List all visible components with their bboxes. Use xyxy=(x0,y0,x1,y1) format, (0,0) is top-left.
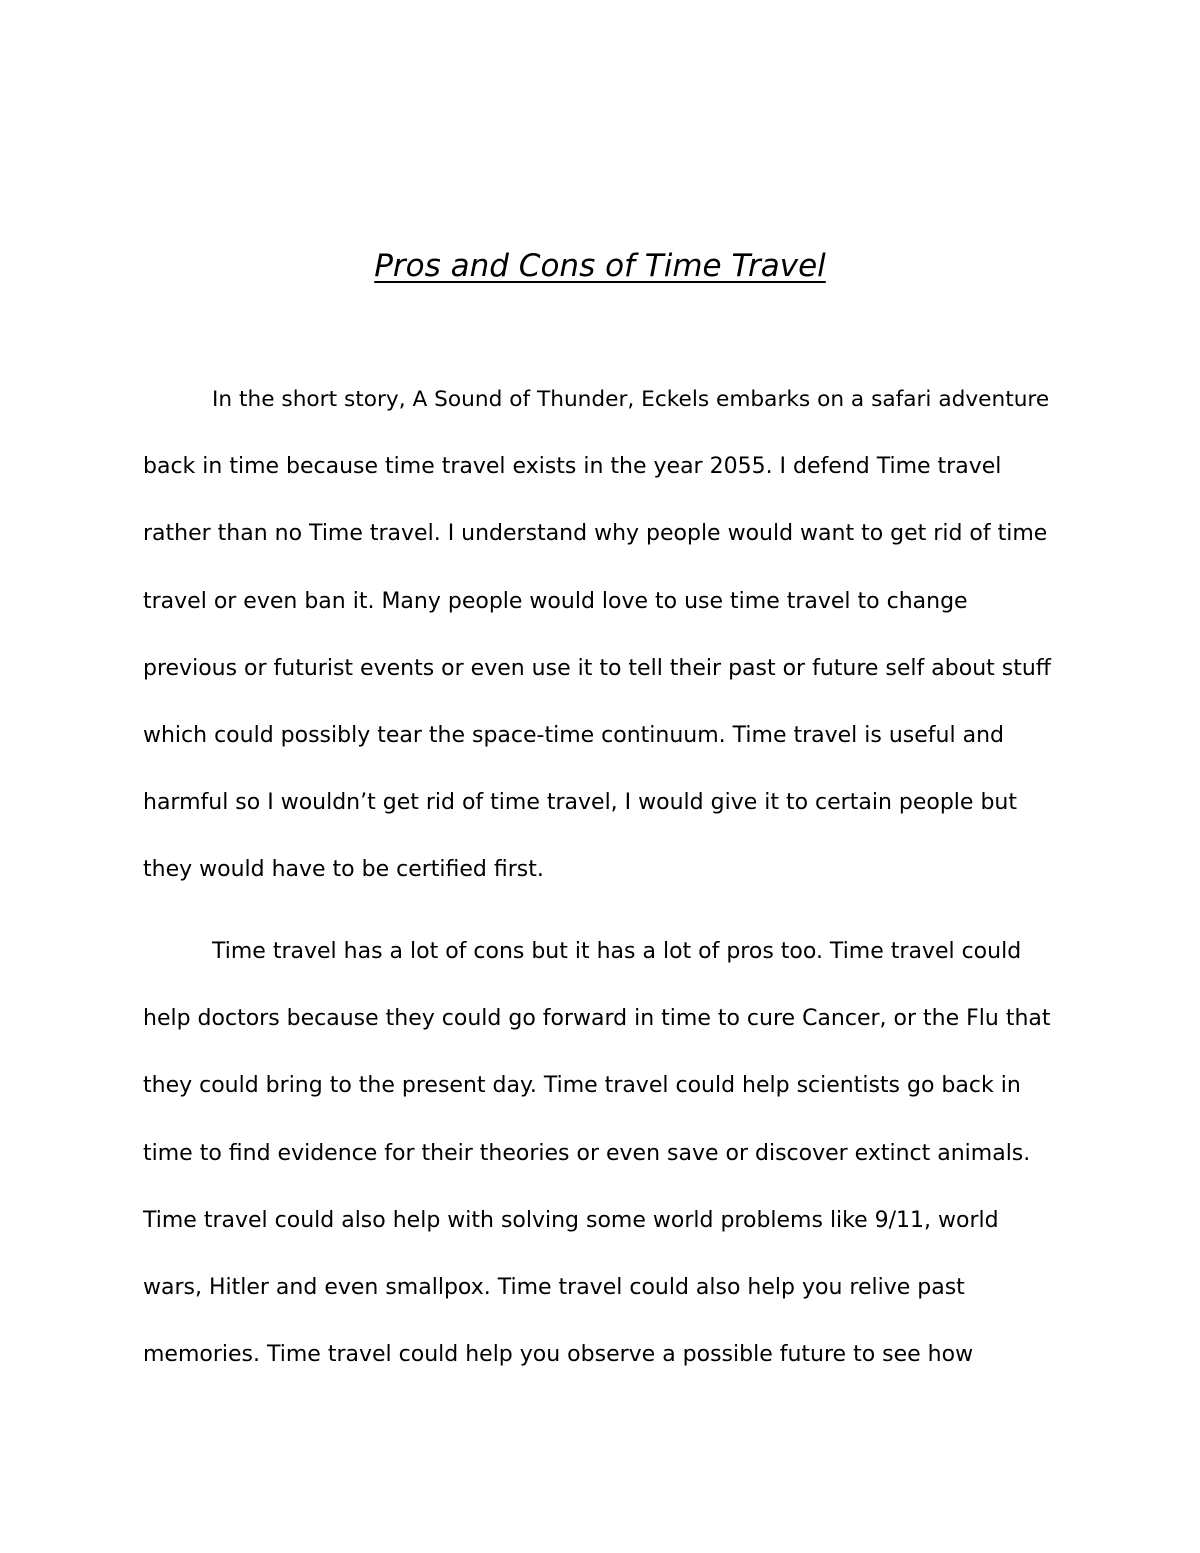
document-title: Pros and Cons of Time Travel xyxy=(374,248,826,284)
paragraph-line: help doctors because they could go forward in time to cure Cancer, or the Flu that xyxy=(143,1006,1051,1032)
paragraph-line: travel or even ban it. Many people would love to use time travel to change xyxy=(143,588,968,614)
paragraph-line: which could possibly tear the space-time continuum. Time travel is useful and xyxy=(143,722,1004,748)
paragraph-line: Time travel has a lot of cons but it has a lot of pros too. Time travel could xyxy=(212,939,1022,964)
paragraph-line: previous or futurist events or even use it to tell their past or future self about stuff xyxy=(143,655,1051,681)
paragraph-1 xyxy=(143,385,1058,923)
paragraph-line: they could bring to the present day. Time travel could help scientists go back in xyxy=(143,1073,1021,1099)
paragraph-line: back in time because time travel exists in the year 2055. I defend Time travel xyxy=(143,454,1002,480)
paragraph-line: they would have to be certified first. xyxy=(143,857,544,883)
paragraph-line: wars, Hitler and even smallpox. Time travel could also help you relive past xyxy=(143,1274,965,1300)
paragraph-line: In the short story, A Sound of Thunder, Eckels embarks on a safari adventure xyxy=(212,387,1050,412)
paragraph-line: time to find evidence for their theories or even save or discover extinct animals. xyxy=(143,1140,1031,1166)
paragraph-line: Time travel could also help with solving some world problems like 9/11, world xyxy=(143,1207,999,1233)
paragraph-2 xyxy=(143,937,1058,1407)
paragraph-line: rather than no Time travel. I understand why people would want to get rid of time xyxy=(143,521,1048,547)
paragraph-line: memories. Time travel could help you observe a possible future to see how xyxy=(143,1342,974,1368)
paragraph-line: harmful so I wouldn’t get rid of time travel, I would give it to certain people but xyxy=(143,790,1017,816)
